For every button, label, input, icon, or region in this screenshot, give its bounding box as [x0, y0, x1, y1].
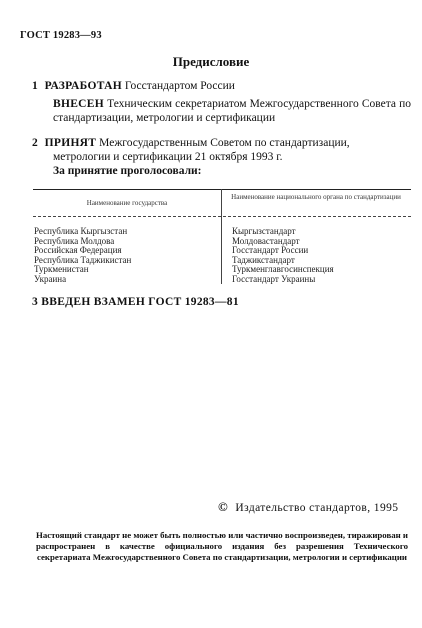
section-2-adopted: [32, 136, 411, 164]
section-3-replaces: [32, 296, 239, 308]
table-cell-state: Российская Федерация: [34, 245, 122, 255]
table-cell-state: Республика Кыргызстан: [34, 226, 128, 236]
table-cell-body: Туркменглавгосинспекция: [232, 264, 334, 274]
table-cell-state: Республика Молдова: [34, 235, 115, 246]
copyright-icon: ©: [218, 499, 229, 514]
section-2-text-line1: Межгосударственным Советом по стандартизации,: [99, 137, 350, 149]
copyright-line: [218, 499, 398, 515]
column-header-national-body: Наименование национального органа по стандартизации: [231, 193, 401, 201]
document-code: ГОСТ 19283—93: [20, 30, 102, 41]
section-3-text: ВВЕДЕН ВЗАМЕН ГОСТ 19283—81: [41, 296, 239, 308]
column-header-state: Наименование государства: [86, 199, 168, 207]
section-1-number: 1: [32, 80, 38, 92]
table-cell-state: Туркменистан: [34, 264, 89, 274]
section-3-number: 3: [32, 296, 39, 308]
table-column-divider: [221, 189, 222, 284]
section-1-text: Госстандартом России: [124, 80, 235, 92]
reproduction-notice: Настоящий стандарт не может быть полностью или частично воспроизведен, тиражирован и распространен в качестве официального издания без разрешения Технического секретариата Межгосударственного Совета по стандартизации, метрологии и сертификации: [36, 530, 408, 562]
submitted-keyword: ВНЕСЕН: [53, 98, 105, 110]
voting-title: За принятие проголосовали:: [53, 165, 202, 177]
copyright-text: Издательство стандартов, 1995: [235, 502, 399, 514]
section-2-text-line2: метрологии и сертификации 21 октября 1993 г.: [53, 151, 283, 163]
national-body-list: [232, 227, 334, 284]
state-list: [34, 227, 131, 284]
table-cell-body: Молдовастандарт: [232, 235, 300, 246]
table-cell-body: Госстандарт Украины: [232, 273, 316, 284]
table-header-rule: [33, 216, 411, 217]
table-cell-body: Госстандарт России: [232, 245, 309, 255]
section-1-developed: [32, 79, 235, 93]
submitted-text: Техническим секретариатом Межгосударственного Совета по стандартизации, метрологии и сертификации: [53, 98, 411, 124]
table-cell-body: Кыргызстандарт: [232, 226, 296, 236]
table-cell-state: Украина: [34, 273, 67, 284]
table-cell-body: Таджикстандарт: [232, 254, 295, 265]
table-cell-state: Республика Таджикистан: [34, 254, 132, 265]
section-1-keyword: РАЗРАБОТАН: [44, 80, 122, 92]
section-2-keyword: ПРИНЯТ: [44, 137, 97, 149]
foreword-title: Предисловие: [172, 54, 250, 69]
section-2-number: 2: [32, 137, 38, 149]
section-1-submitted: [53, 97, 411, 125]
table-top-rule: [33, 189, 411, 190]
